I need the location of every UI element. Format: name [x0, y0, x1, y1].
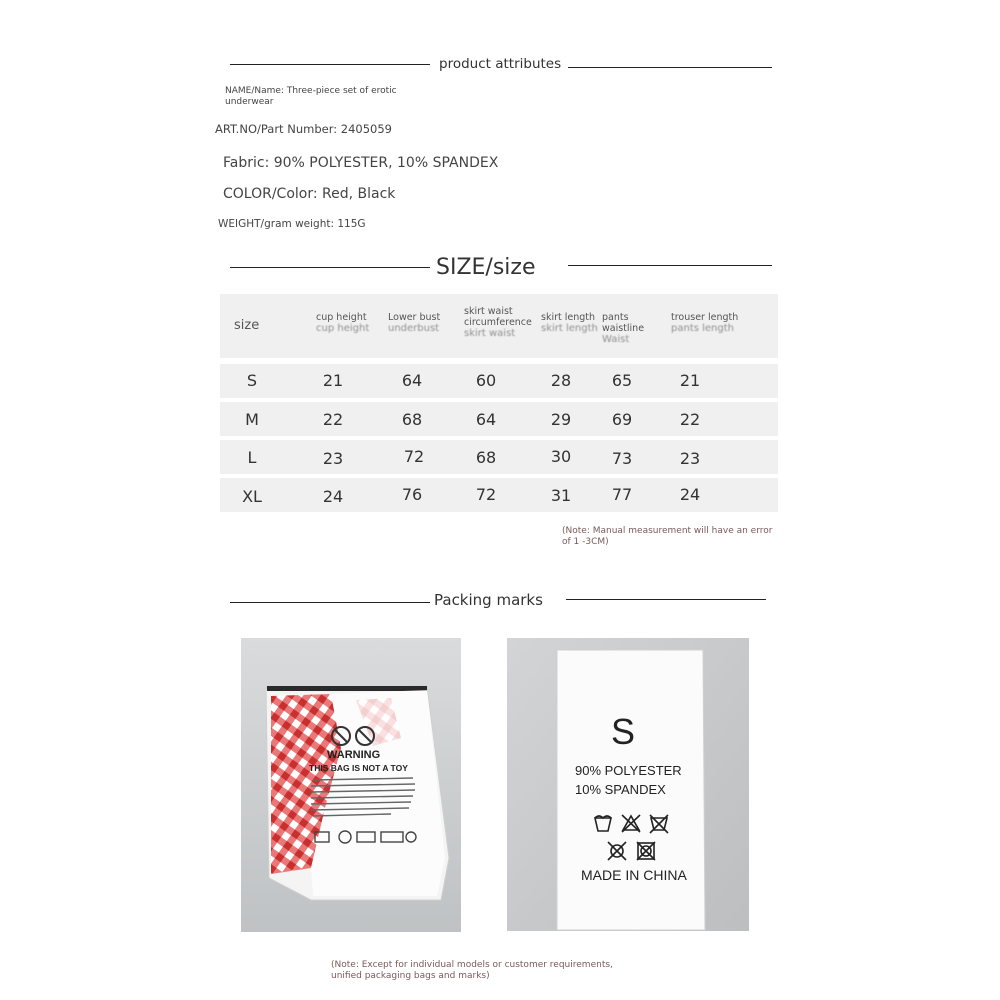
cell: 21	[679, 371, 701, 390]
cell: 68	[475, 448, 497, 467]
label-size: S	[611, 711, 636, 752]
header-cup-height	[316, 312, 376, 334]
table-row	[220, 402, 778, 436]
cell: 30	[550, 447, 572, 466]
header-trouser-length	[671, 312, 741, 334]
cell: 77	[611, 485, 633, 504]
cell: 22	[322, 410, 344, 429]
cell: 24	[679, 485, 701, 504]
divider-line	[568, 265, 772, 266]
header-skirt-length	[541, 312, 599, 334]
cell: 23	[322, 449, 344, 468]
attributes-heading: product attributes	[439, 56, 562, 72]
header-skirt-waist	[464, 306, 532, 339]
attr-weight: WEIGHT/gram weight: 115G	[218, 218, 366, 230]
cell: 76	[401, 485, 423, 504]
measurement-note: (Note: Manual measurement will have an error of 1 -3CM)	[562, 526, 773, 547]
divider-line	[230, 267, 430, 268]
packing-bag-photo	[241, 638, 461, 932]
packing-heading: Packing marks	[434, 591, 543, 609]
header-pants-waistline	[602, 312, 658, 345]
divider-line	[568, 67, 772, 68]
attr-name: NAME/Name: Three-piece set of erotic underwear	[225, 86, 397, 107]
header-label: cup height	[316, 312, 367, 323]
bag-warning: WARNING	[327, 749, 381, 761]
cell: 28	[550, 371, 572, 390]
header-sublabel: cup height	[316, 323, 370, 334]
size-table-header	[220, 294, 778, 358]
header-label: Lower bust	[388, 312, 441, 323]
attr-fabric: Fabric: 90% POLYESTER, 10% SPANDEX	[223, 155, 499, 171]
header-sublabel: underbust	[388, 323, 440, 334]
header-label: trouser length	[671, 312, 739, 323]
table-row	[220, 440, 778, 474]
cell: 21	[322, 371, 344, 390]
cell-size: M	[245, 410, 259, 429]
bag-not-toy: THIS BAG IS NOT A TOY	[309, 763, 408, 773]
header-size-label: size	[234, 318, 260, 333]
header-lower-bust	[388, 312, 448, 334]
cell: 29	[550, 410, 572, 429]
header-size	[234, 320, 259, 331]
header-label: skirt length	[541, 312, 596, 323]
cell: 64	[401, 371, 423, 390]
care-label-illustration	[507, 638, 749, 931]
table-row	[220, 364, 778, 398]
label-photo	[507, 638, 749, 931]
header-sublabel: skirt waist	[464, 328, 516, 339]
cell: 31	[550, 486, 572, 505]
cell-size: XL	[242, 487, 262, 506]
cell: 22	[679, 410, 701, 429]
cell: 24	[322, 487, 344, 506]
header-sublabel: Waist	[602, 334, 630, 345]
cell: 73	[611, 449, 633, 468]
cell: 23	[679, 449, 701, 468]
size-heading: SIZE/size	[436, 255, 536, 280]
cell-size: S	[246, 371, 258, 390]
header-label: pants waistline	[602, 312, 645, 334]
cell: 60	[475, 371, 497, 390]
label-fabric-2: 10% SPANDEX	[575, 782, 666, 797]
divider-line	[230, 602, 430, 603]
cell: 68	[401, 410, 423, 429]
attr-art-no: ART.NO/Part Number: 2405059	[215, 122, 392, 136]
cell-size: L	[247, 448, 257, 467]
divider-line	[230, 64, 430, 65]
attr-color: COLOR/Color: Red, Black	[223, 186, 396, 202]
table-row	[220, 478, 778, 512]
label-fabric-1: 90% POLYESTER	[575, 763, 682, 778]
cell: 72	[403, 447, 425, 466]
cell: 65	[611, 371, 633, 390]
cell: 64	[475, 410, 497, 429]
header-label: skirt waist circumference	[464, 306, 532, 328]
header-sublabel: pants length	[671, 323, 734, 334]
packaging-note: (Note: Except for individual models or customer requirements, unified packaging bags and marks)	[331, 960, 613, 981]
packing-bag-illustration	[241, 638, 461, 932]
header-sublabel: skirt length	[541, 323, 598, 334]
divider-line	[566, 599, 766, 600]
cell: 69	[611, 410, 633, 429]
label-origin: MADE IN CHINA	[581, 867, 687, 883]
cell: 72	[475, 485, 497, 504]
